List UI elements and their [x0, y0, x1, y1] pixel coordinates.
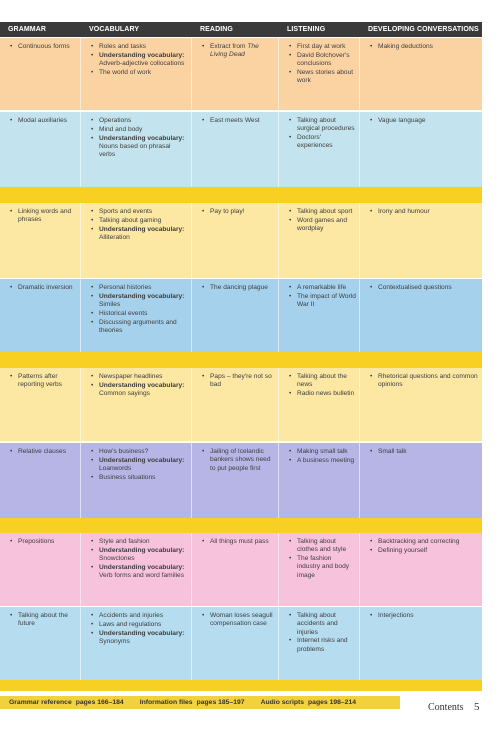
item-title-italic: The Living Dead: [210, 43, 259, 59]
list-item: [91, 43, 188, 51]
list-item: [289, 538, 356, 555]
vocabulary-cell: [81, 38, 192, 110]
header-vocabulary: VOCABULARY: [89, 26, 140, 33]
item-text: Talking about clothes and style: [297, 538, 347, 554]
item-text: Talking about sport: [297, 208, 353, 215]
list-item: [91, 382, 188, 399]
item-text: Rhetorical questions and common opinions: [378, 373, 478, 389]
list-item: [289, 117, 356, 134]
item-text: A business meeting: [297, 456, 355, 464]
item-text: Loanwords: [99, 465, 132, 473]
list-item: [202, 284, 275, 292]
list-item: [91, 373, 188, 381]
item-text: Modal auxiliaries: [18, 117, 68, 124]
list-item: [289, 390, 356, 398]
item-text: Accidents and injuries: [99, 612, 164, 619]
footer-audio-label: Audio scripts: [260, 699, 305, 706]
item-text: Doctors' experiences: [297, 134, 333, 150]
developing-cell: [360, 607, 482, 680]
list-item: [91, 284, 188, 292]
list-item: [91, 69, 188, 77]
item-text: Mind and body: [99, 125, 143, 133]
table-row: [0, 279, 482, 352]
table-row: [0, 533, 482, 606]
list-item: [289, 555, 356, 580]
item-text: Word games and wordplay: [297, 216, 348, 233]
vocabulary-cell: [81, 279, 192, 352]
developing-cell: [360, 203, 482, 278]
item-text: Contextualised questions: [378, 284, 452, 291]
list-item: [91, 310, 188, 318]
table-row: [0, 112, 482, 187]
item-text: Common sayings: [99, 390, 150, 398]
reading-cell: [192, 279, 279, 352]
item-text: Newspaper headlines: [99, 373, 163, 380]
item-text: Small talk: [378, 448, 407, 455]
list-item: [91, 630, 188, 647]
understanding-vocabulary-label: Understanding vocabulary:: [99, 629, 185, 637]
item-text: Business situations: [99, 473, 156, 481]
list-item: [370, 547, 479, 555]
list-item: [289, 457, 356, 465]
item-text: Linking words and phrases: [18, 208, 72, 224]
list-item: [202, 538, 275, 546]
listening-cell: [279, 38, 360, 110]
item-text: Snowclones: [99, 555, 135, 563]
list-item: [91, 319, 188, 336]
item-text: Extract from: [210, 43, 248, 50]
item-text: Woman loses seagull compensation case: [210, 612, 273, 628]
grammar-cell: [0, 112, 81, 187]
item-text: Irony and humour: [378, 208, 430, 215]
contents-label: Contents: [428, 702, 464, 713]
list-item: [370, 373, 479, 390]
vocabulary-cell: [81, 443, 192, 518]
item-text: Radio news bulletin: [297, 390, 355, 398]
list-item: [289, 448, 356, 456]
item-text: Making deductions: [378, 43, 433, 50]
list-item: [289, 52, 356, 69]
grammar-cell: [0, 279, 81, 352]
item-text: Historical events: [99, 309, 148, 317]
list-item: [91, 448, 188, 456]
item-text: Defining yourself: [378, 546, 428, 554]
item-text: Internet risks and problems: [297, 637, 348, 653]
header-reading: READING: [200, 26, 233, 33]
list-item: [91, 547, 188, 564]
list-item: [370, 43, 479, 51]
listening-cell: [279, 368, 360, 441]
list-item: [289, 637, 356, 654]
list-item: [91, 52, 188, 69]
table-header: [0, 22, 482, 37]
reading-cell: [192, 607, 279, 680]
list-item: [370, 612, 479, 620]
vocabulary-cell: [81, 607, 192, 680]
list-item: [91, 612, 188, 620]
footer-bar: [0, 696, 400, 709]
understanding-vocabulary-label: Understanding vocabulary:: [99, 546, 185, 554]
item-text: Operations: [99, 117, 132, 124]
list-item: [10, 448, 77, 456]
item-text: Talking about the news: [297, 373, 347, 389]
understanding-vocabulary-label: Understanding vocabulary:: [99, 456, 185, 464]
item-text: Talking about gaming: [99, 216, 162, 224]
list-item: [289, 612, 356, 637]
item-text: A remarkable life: [297, 284, 347, 291]
item-text: Interjections: [378, 612, 414, 619]
list-item: [91, 621, 188, 629]
understanding-vocabulary-label: Understanding vocabulary:: [99, 563, 185, 571]
listening-cell: [279, 203, 360, 278]
header-listening: LISTENING: [287, 26, 326, 33]
list-item: [10, 612, 77, 629]
unit-separator: [0, 187, 482, 203]
list-item: [202, 448, 275, 473]
understanding-vocabulary-label: Understanding vocabulary:: [99, 381, 185, 389]
footer-grammar-label: Grammar reference: [9, 699, 72, 706]
item-text: Adverb-adjective collocations: [99, 60, 185, 68]
item-text: Jailing of Icelandic bankers shows need to put people first: [210, 448, 271, 472]
item-text: Alliteration: [99, 233, 130, 241]
item-text: Dramatic inversion: [18, 284, 73, 291]
list-item: [91, 474, 188, 482]
list-item: [289, 217, 356, 234]
item-text: Paps – they're not so bad: [210, 373, 272, 389]
list-item: [91, 217, 188, 225]
list-item: [202, 43, 275, 60]
list-item: [202, 117, 275, 125]
table-row: [0, 443, 482, 518]
grammar-cell: [0, 368, 81, 441]
unit-separator: [0, 680, 482, 691]
list-item: [370, 117, 479, 125]
footer-audio-pages: pages 198–214: [308, 699, 357, 706]
developing-cell: [360, 368, 482, 441]
list-item: [289, 284, 356, 292]
listening-cell: [279, 607, 360, 680]
item-text: Talking about the future: [18, 612, 68, 628]
item-text: Personal histories: [99, 284, 152, 291]
list-item: [289, 293, 356, 310]
list-item: [91, 126, 188, 134]
list-item: [91, 117, 188, 125]
item-text: The fashion industry and body image: [297, 555, 350, 579]
item-text: Making small talk: [297, 448, 348, 455]
item-text: Continuous forms: [18, 43, 70, 50]
developing-cell: [360, 443, 482, 518]
item-text: Talking about accidents and injuries: [297, 612, 338, 636]
developing-cell: [360, 279, 482, 352]
grammar-cell: [0, 533, 81, 606]
item-text: East meets West: [210, 117, 260, 124]
item-text: Verb forms and word families: [99, 572, 185, 580]
list-item: [91, 135, 188, 160]
header-grammar: GRAMMAR: [8, 26, 47, 33]
developing-cell: [360, 38, 482, 110]
unit-separator: [0, 518, 482, 533]
header-developing-conversations: DEVELOPING CONVERSATIONS: [368, 26, 479, 33]
item-text: The impact of World War II: [297, 292, 356, 309]
item-text: Style and fashion: [99, 538, 150, 545]
grammar-cell: [0, 443, 81, 518]
list-item: [10, 373, 77, 390]
list-item: [91, 226, 188, 243]
item-text: Backtracking and correcting: [378, 538, 460, 545]
listening-cell: [279, 279, 360, 352]
list-item: [202, 612, 275, 629]
unit-separator: [0, 352, 482, 368]
list-item: [10, 284, 77, 292]
item-text: Synonyms: [99, 637, 130, 645]
vocabulary-cell: [81, 112, 192, 187]
table-row: [0, 607, 482, 680]
item-text: Patterns after reporting verbs: [18, 373, 62, 389]
listening-cell: [279, 443, 360, 518]
list-item: [370, 208, 479, 216]
list-item: [289, 208, 356, 216]
understanding-vocabulary-label: Understanding vocabulary:: [99, 134, 185, 142]
list-item: [289, 69, 356, 86]
listening-cell: [279, 112, 360, 187]
list-item: [370, 538, 479, 546]
developing-cell: [360, 533, 482, 606]
understanding-vocabulary-label: Understanding vocabulary:: [99, 51, 185, 59]
item-text: Relative clauses: [18, 448, 67, 455]
list-item: [10, 117, 77, 125]
item-text: Vague language: [378, 117, 426, 124]
item-text: David Bolchover's conclusions: [297, 51, 350, 68]
list-item: [289, 43, 356, 51]
listening-cell: [279, 533, 360, 606]
item-text: Similes: [99, 301, 121, 309]
list-item: [370, 284, 479, 292]
item-text: Discussing arguments and theories: [99, 318, 177, 334]
list-item: [10, 208, 77, 225]
item-text: Sports and events: [99, 208, 153, 215]
understanding-vocabulary-label: Understanding vocabulary:: [99, 225, 185, 233]
page-number: 5: [474, 701, 480, 713]
table-row: [0, 38, 482, 110]
reading-cell: [192, 112, 279, 187]
item-text: All things must pass: [210, 538, 269, 545]
reading-cell: [192, 38, 279, 110]
item-text: News stories about work: [297, 68, 354, 85]
item-text: Talking about surgical procedures: [297, 117, 355, 133]
table-row: [0, 368, 482, 441]
list-item: [91, 293, 188, 310]
item-text: Laws and regulations: [99, 620, 162, 628]
list-item: [370, 448, 479, 456]
item-text: Prepositions: [18, 538, 55, 545]
grammar-cell: [0, 203, 81, 278]
item-text: Nouns based on phrasal verbs: [99, 142, 171, 159]
vocabulary-cell: [81, 533, 192, 606]
list-item: [91, 538, 188, 546]
list-item: [289, 373, 356, 390]
item-text: Pay to play!: [210, 208, 245, 215]
reading-cell: [192, 533, 279, 606]
footer-info-label: Information files: [139, 699, 193, 706]
list-item: [202, 373, 275, 390]
list-item: [91, 457, 188, 474]
list-item: [91, 208, 188, 216]
developing-cell: [360, 112, 482, 187]
footer-info-pages: pages 185–197: [196, 699, 245, 706]
list-item: [289, 134, 356, 151]
item-text: Roles and tasks: [99, 43, 146, 50]
list-item: [91, 564, 188, 581]
item-text: The dancing plague: [210, 284, 268, 291]
reading-cell: [192, 203, 279, 278]
reading-cell: [192, 443, 279, 518]
footer-grammar-pages: pages 166–184: [75, 699, 124, 706]
understanding-vocabulary-label: Understanding vocabulary:: [99, 292, 185, 300]
list-item: [10, 43, 77, 51]
grammar-cell: [0, 38, 81, 110]
vocabulary-cell: [81, 203, 192, 278]
grammar-cell: [0, 607, 81, 680]
reading-cell: [192, 368, 279, 441]
item-text: The world of work: [99, 68, 152, 76]
table-row: [0, 203, 482, 278]
vocabulary-cell: [81, 368, 192, 441]
list-item: [202, 208, 275, 216]
item-text: How's business?: [99, 448, 149, 455]
list-item: [10, 538, 77, 546]
item-text: First day at work: [297, 43, 346, 50]
